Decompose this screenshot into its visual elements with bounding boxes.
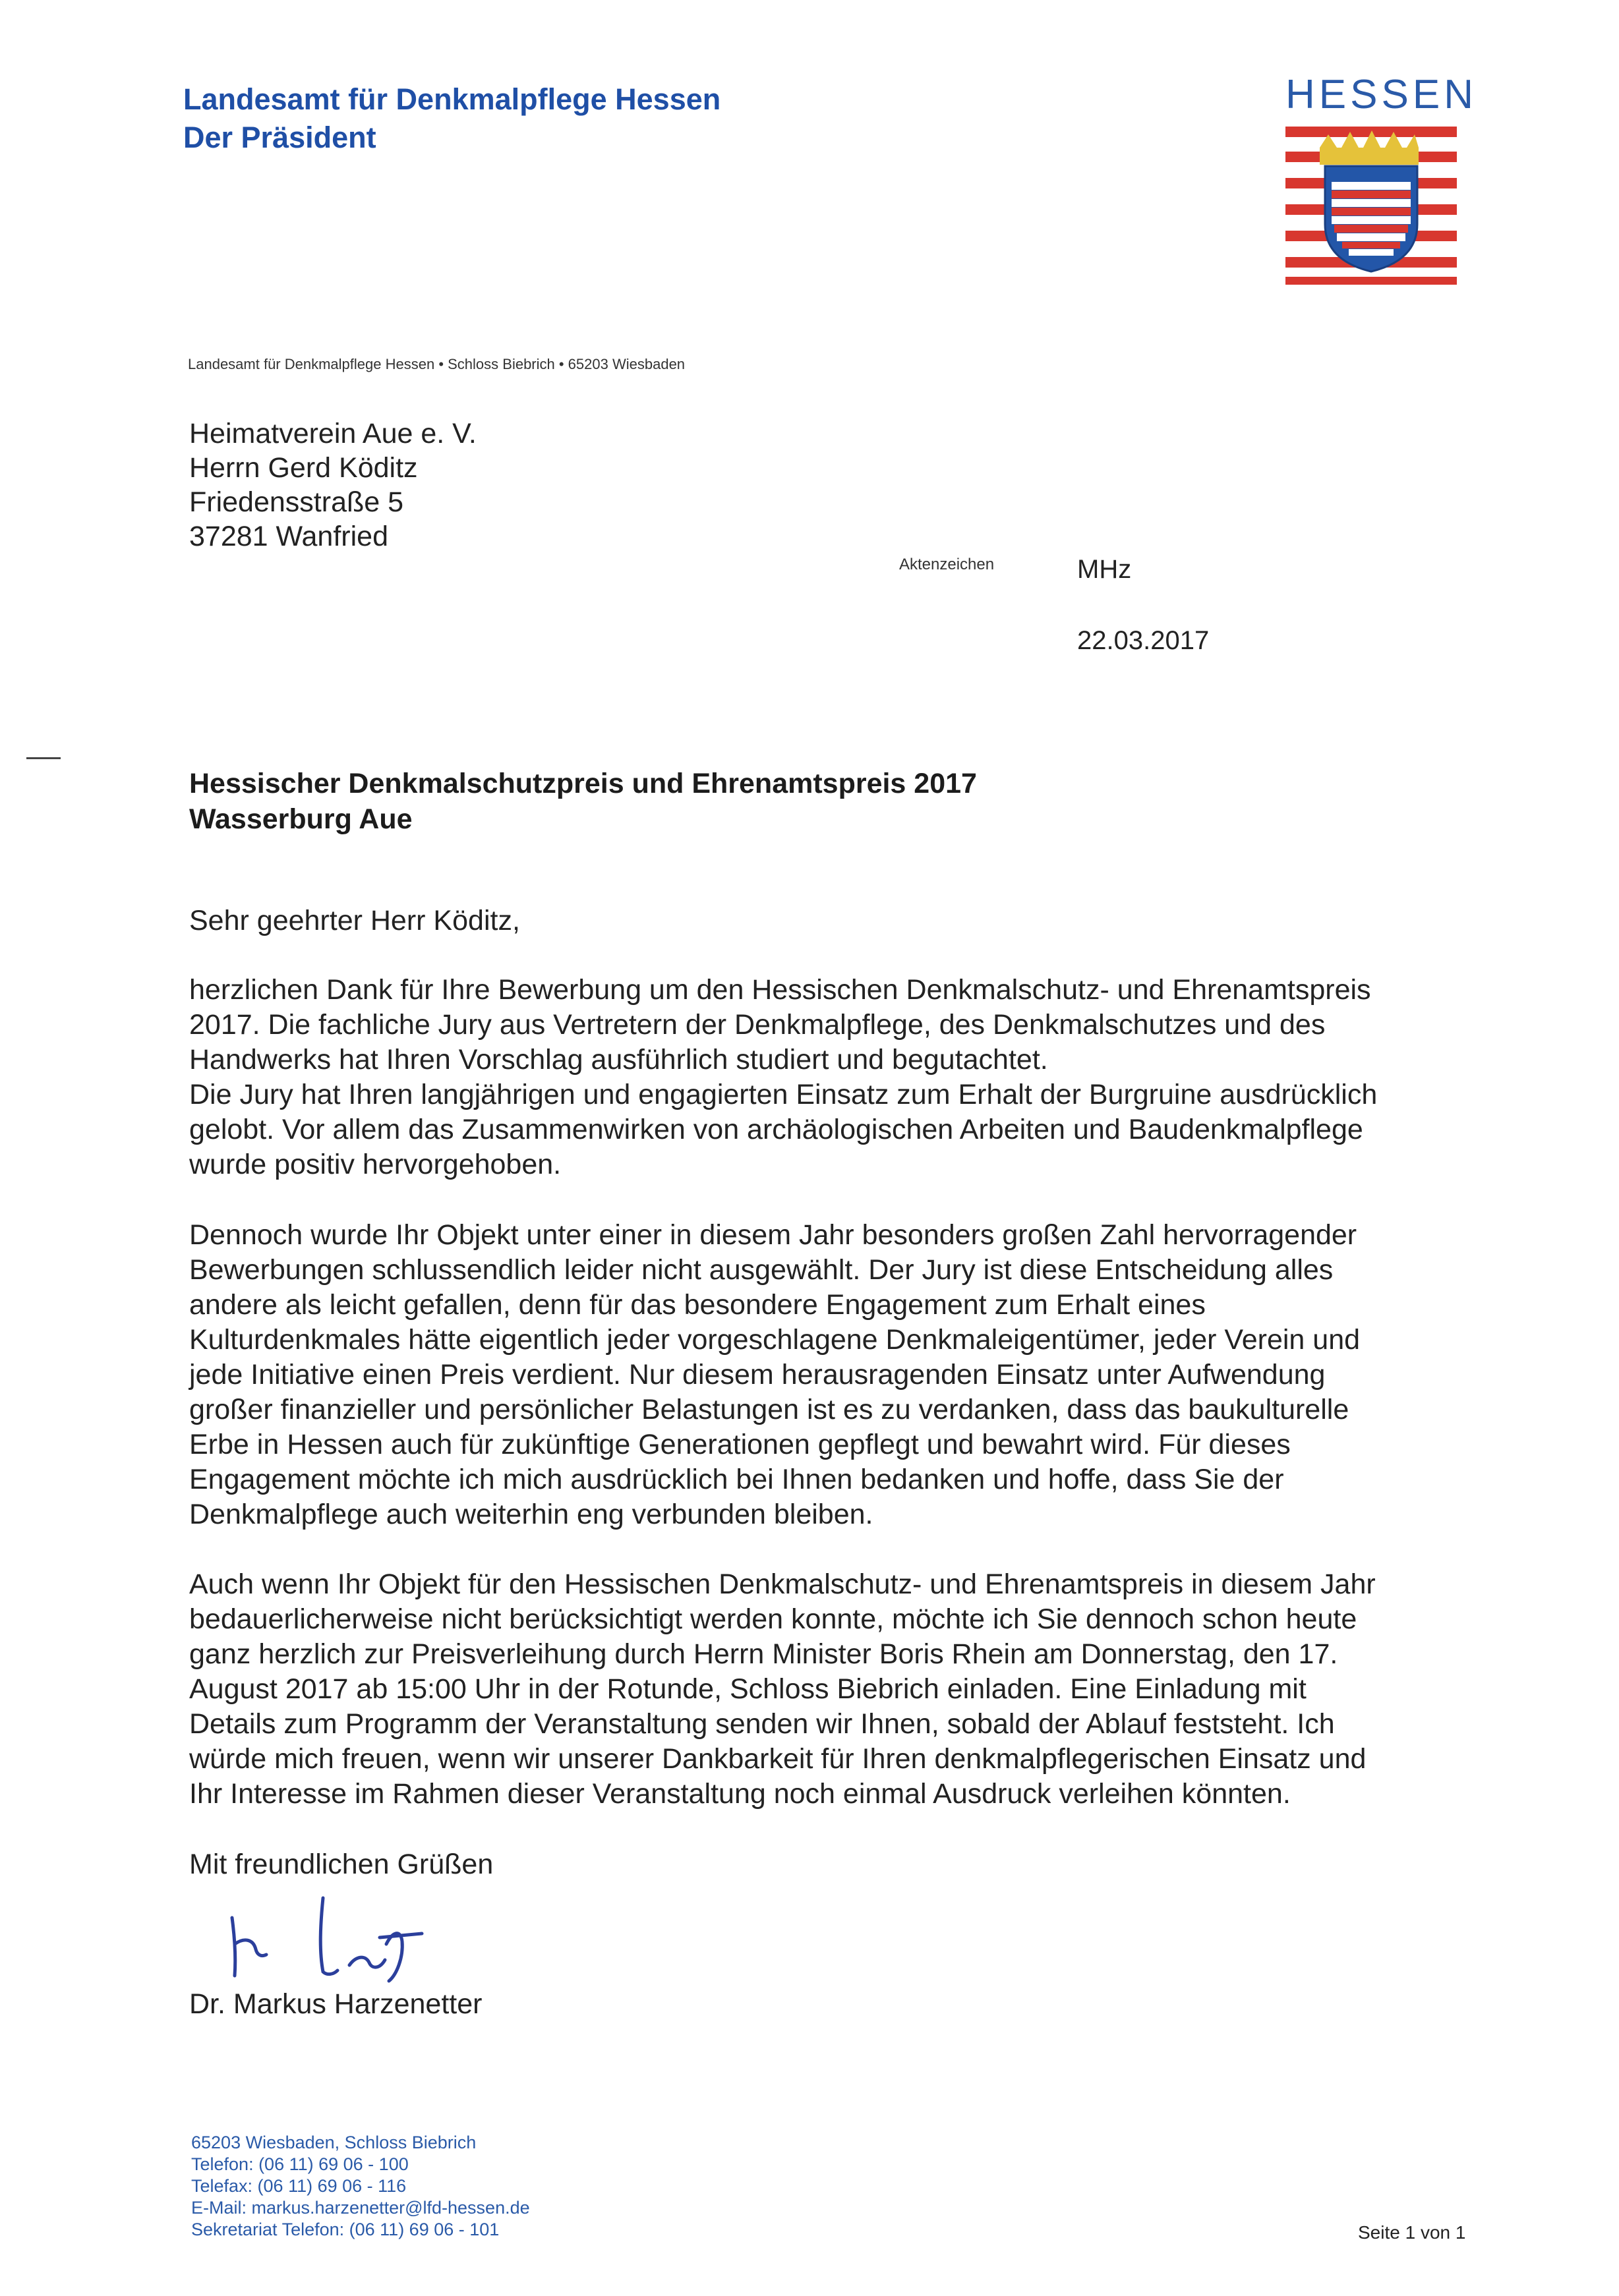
page-number: Seite 1 von 1 [1358,2222,1466,2243]
letter-subject [189,766,977,837]
recipient-line: 37281 Wanfried [189,521,388,552]
salutation: Sehr geehrter Herr Köditz, [189,905,520,936]
recipient-address [189,416,477,554]
text-line: Kulturdenkmales hätte eigentlich jeder vorgeschlagene Denkmaleigentümer, jeder Verein und [189,1324,1361,1356]
text-line: Details zum Programm der Veranstaltung senden wir Ihnen, sobald der Ablauf feststeht. Ich [189,1708,1335,1740]
letterhead-organization [183,80,721,157]
paragraph-1 [189,973,1481,1182]
text-line: Handwerks hat Ihren Vorschlag ausführlich studiert und begutachtet. [189,1044,1048,1076]
reference-label: Aktenzeichen [899,556,995,573]
text-line: Erbe in Hessen auch für zukünftige Generationen gepflegt und bewahrt wird. Für dieses [189,1429,1291,1460]
text-line: Dennoch wurde Ihr Objekt unter einer in diesem Jahr besonders großen Zahl hervorragender [189,1219,1357,1251]
footer-secretariat-phone: Sekretariat Telefon: (06 11) 69 06 - 101 [191,2220,500,2239]
text-line: würde mich freuen, wenn wir unserer Dankbarkeit für Ihren denkmalpflegerischen Einsatz und [189,1743,1367,1775]
footer-email: E-Mail: markus.harzenetter@lfd-hessen.de [191,2198,530,2218]
text-line: Engagement möchte ich mich ausdrücklich bei Ihnen bedanken und hoffe, dass Sie der [189,1464,1284,1495]
signer-name: Dr. Markus Harzenetter [189,1988,483,2020]
text-line: August 2017 ab 15:00 Uhr in der Rotunde, Schloss Biebrich einladen. Eine Einladung mit [189,1673,1307,1705]
recipient-line: Friedensstraße 5 [189,486,404,518]
text-line: herzlichen Dank für Ihre Bewerbung um den Hessischen Denkmalschutz- und Ehrenamtspreis [189,974,1371,1006]
footer-fax: Telefax: (06 11) 69 06 - 116 [191,2176,407,2196]
letter-date: 22.03.2017 [1077,626,1210,655]
text-line: wurde positiv hervorgehoben. [189,1149,562,1180]
footer-address: 65203 Wiesbaden, Schloss Biebrich [191,2133,477,2152]
footer-contact [191,2132,530,2241]
text-line: bedauerlicherweise nicht berücksichtigt werden konnte, möchte ich Sie dennoch schon heute [189,1603,1357,1635]
reference-value: MHz [1077,555,1132,584]
hessen-brand: HESSEN [1285,72,1477,117]
text-line: Bewerbungen schlussendlich leider nicht ausgewählt. Der Jury ist diese Entscheidung alles [189,1254,1334,1286]
hessen-coat-of-arms-flag-icon [1285,125,1457,287]
text-line: Auch wenn Ihr Objekt für den Hessischen Denkmalschutz- und Ehrenamtspreis in diesem Jahr [189,1568,1376,1600]
text-line: großer finanzieller und persönlicher Belastungen ist es zu verdanken, dass das baukulturelle [189,1394,1349,1425]
text-line: Die Jury hat Ihren langjährigen und engagierten Einsatz zum Erhalt der Burgruine ausdrücklich [189,1079,1378,1110]
footer-phone: Telefon: (06 11) 69 06 - 100 [191,2154,409,2174]
text-line: 2017. Die fachliche Jury aus Vertretern der Denkmalpflege, des Denkmalschutzes und des [189,1009,1326,1041]
closing-phrase: Mit freundlichen Grüßen [189,1849,494,1880]
text-line: andere als leicht gefallen, denn für das besondere Engagement zum Erhalt eines [189,1289,1206,1321]
recipient-line: Heimatverein Aue e. V. [189,418,477,449]
text-line: ganz herzlich zur Preisverleihung durch Herrn Minister Boris Rhein am Donnerstag, den 17. [189,1638,1338,1670]
subject-line: Wasserburg Aue [189,803,413,835]
fold-mark [26,757,61,759]
recipient-line: Herrn Gerd Köditz [189,452,418,484]
paragraph-3 [189,1567,1481,1812]
org-name: Landesamt für Denkmalpflege Hessen [183,82,721,116]
text-line: Ihr Interesse im Rahmen dieser Veranstaltung noch einmal Ausdruck verleihen könnten. [189,1778,1291,1810]
subject-line: Hessischer Denkmalschutzpreis und Ehrenamtspreis 2017 [189,768,977,799]
text-line: Denkmalpflege auch weiterhin eng verbunden bleiben. [189,1499,873,1530]
paragraph-2 [189,1218,1481,1532]
handwritten-signature-icon [224,1891,448,1990]
org-role: Der Präsident [183,121,376,154]
sender-address-line: Landesamt für Denkmalpflege Hessen • Schloss Biebrich • 65203 Wiesbaden [188,356,686,372]
text-line: gelobt. Vor allem das Zusammenwirken von archäologischen Arbeiten und Baudenkmalpflege [189,1114,1363,1145]
text-line: jede Initiative einen Preis verdient. Nur diesem herausragenden Einsatz unter Aufwendung [189,1359,1326,1391]
